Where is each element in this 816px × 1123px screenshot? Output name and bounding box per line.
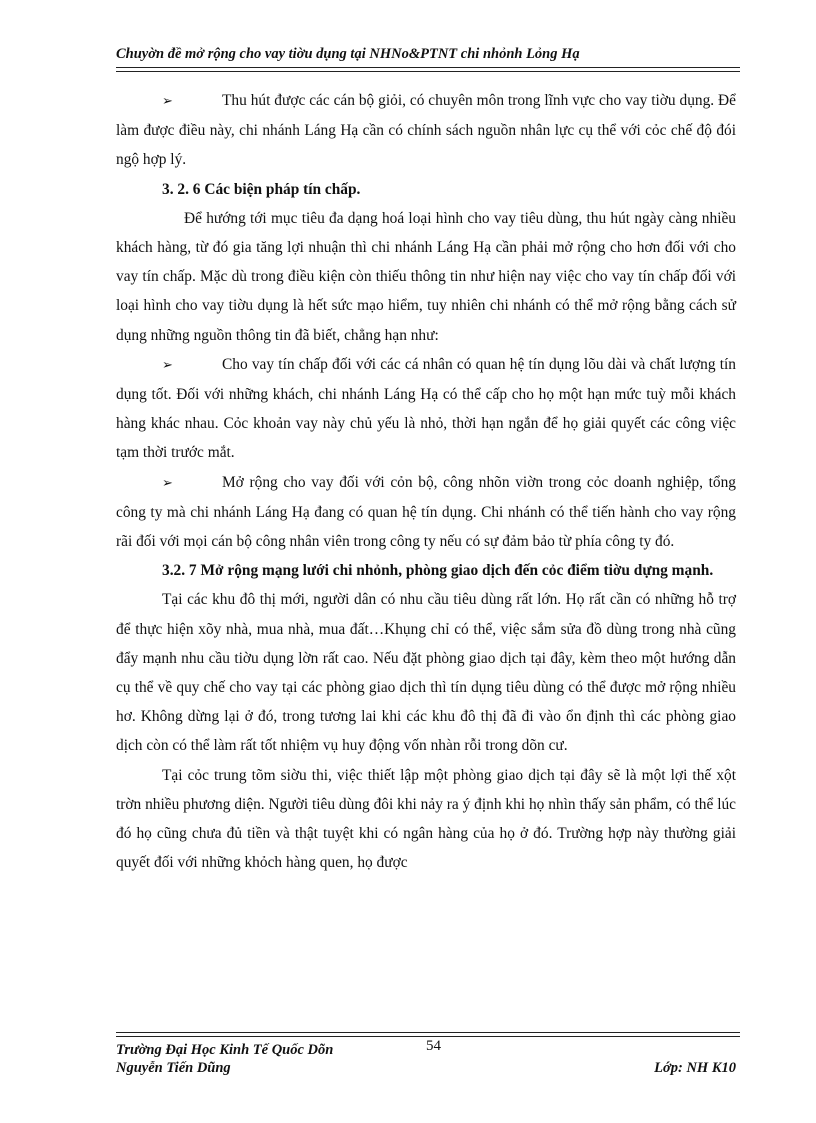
bullet-text: Mở rộng cho vay đối với cỏn bộ, công nhõn viờn trong cỏc doanh nghiệp, tổng công ty mà chi nhánh Láng Hạ đang có quan hệ tín dụng. Chi nhánh có thể tiến hành cho vay rộng rãi đối với mọi cán bộ công nhân viên trong công ty nếu có sự đảm bảo từ phía công ty đó. — [116, 473, 736, 551]
bullet-text: Cho vay tín chấp đối với các cá nhân có quan hệ tín dụng lõu dài và chất lượng tín dụng tốt. Đối với những khách, chi nhánh Láng Hạ có thể cấp cho họ một hạn mức tuỳ mỗi khách hàng khác nhau. Cỏc khoản vay này chủ yếu là nhỏ, thời hạn ngắn để họ giải quyết các công việc tạm thời trước mắt. — [116, 355, 736, 462]
paragraph: Để hướng tới mục tiêu đa dạng hoá loại hình cho vay tiêu dùng, thu hút ngày càng nhiều khách hàng, từ đó gia tăng lợi nhuận thì chi nhánh Láng Hạ cần phải mở rộng cho hơn đối với cho vay tín chấp. Mặc dù trong điều kiện còn thiếu thông tin như hiện nay việc cho vay tín chấp đối với loại hình cho vay tiờu dụng là hết sức mạo hiểm, tuy nhiên chi nhánh có thể mở rộng bằng cách sử dụng những nguồn thông tin đã biết, chẳng hạn như: — [116, 209, 736, 344]
footer-class: Lớp: NH K10 — [654, 1060, 736, 1076]
bullet-paragraph — [116, 350, 736, 468]
footer-rule-thin — [116, 1032, 740, 1033]
header-rule — [116, 67, 740, 68]
bullet-paragraph — [116, 86, 736, 175]
footer-author: Nguyễn Tiến Dũng — [116, 1060, 231, 1076]
paragraph: Tại các khu đô thị mới, người dân có nhu cầu tiêu dùng rất lớn. Họ rất cần có những hỗ trợ để thực hiện xõy nhà, mua nhà, mua đất…Khụng chỉ có thể, việc sắm sửa đồ dùng trong nhà cũng đẩy mạnh nhu cầu tiờu dụng lờn rất cao. Nếu đặt phòng giao dịch tại đây, kèm theo một hướng dẫn cụ thể về quy chế cho vay tại các phòng giao dịch thì tín dụng tiêu dùng có thể được mở rộng nhiều hơ. Không dừng lại ở đó, trong tương lai khi các khu đô thị đã đi vào ổn định thì các phòng giao dịch còn có thể làm rất tốt nhiệm vụ huy động vốn nhàn rỗi trong dõn cư. — [116, 591, 736, 755]
page-header-title: Chuyờn đề mở rộng cho vay tiờu dụng tại NHNo&PTNT chi nhỏnh Lỏng Hạ — [116, 46, 580, 62]
footer-school: Trường Đại Học Kinh Tế Quốc Dõn — [116, 1042, 334, 1058]
bullet-arrow-icon: ➢ — [162, 475, 173, 491]
header-rule-thin — [116, 71, 740, 72]
footer-rule — [116, 1036, 740, 1037]
bullet-arrow-icon: ➢ — [162, 94, 173, 109]
section-heading: 3. 2. 6 Các biện pháp tín chấp. — [162, 180, 361, 198]
document-body — [116, 86, 736, 877]
bullet-paragraph — [116, 468, 736, 557]
section-heading: 3.2. 7 Mở rộng mạng lưới chi nhỏnh, phòng giao dịch đến cỏc điểm tiờu dựng mạnh. — [162, 562, 714, 580]
bullet-text: Thu hút được các cán bộ giỏi, có chuyên môn trong lĩnh vực cho vay tiờu dụng. Để làm được điều này, chi nhánh Láng Hạ cần có chính sách nguồn nhân lực cụ thể với cỏc chế độ đói ngộ hợp lý. — [116, 92, 736, 169]
paragraph: Tại cỏc trung tõm siờu thi, việc thiết lập một phòng giao dịch tại đây sẽ là một lợi thế xột trờn nhiều phương diện. Người tiêu dùng đôi khi nảy ra ý định khi họ nhìn thấy sản phẩm, có thể lúc đó họ cũng chưa đủ tiền và thật tuyệt khi có ngân hàng của họ ở đó. Trường hợp này thường giải quyết đối với những khỏch hàng quen, họ được — [116, 766, 736, 872]
bullet-arrow-icon: ➢ — [162, 357, 173, 373]
page-number: 54 — [426, 1038, 441, 1054]
